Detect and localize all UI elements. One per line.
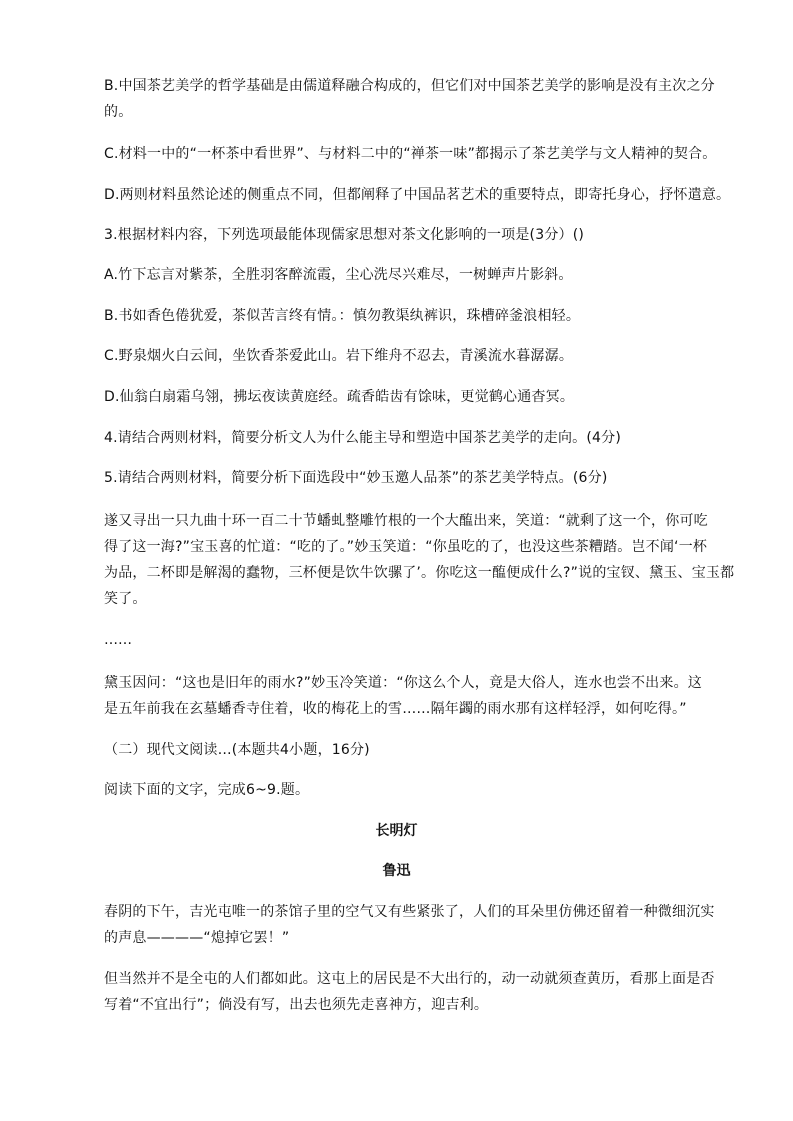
article-para2-line1: 但当然并不是全屯的人们都如此。这屯上的居民是不大出行的，动一动就须查黄历，看那上面是否 — [104, 971, 715, 987]
question-5: 5.请结合两则材料，简要分析下面选段中“妙玉邀人品茶”的茶艺美学特点。(6分) — [104, 470, 608, 486]
option-b-line2: 的。 — [104, 104, 133, 120]
excerpt-para2-line1: 黛玉因问：“这也是旧年的雨水?”妙玉冷笑道：“你这么个人，竟是大俗人，连水也尝不出来。这 — [104, 675, 702, 691]
excerpt-para1-line1: 遂又寻出一只九曲十环一百二十节蟠虬整雕竹根的一个大醢出来，笑道：“就剩了这一个，你可吃 — [104, 513, 708, 529]
question-3: 3.根据材料内容，下列选项最能体现儒家思想对茶文化影响的一项是(3分）() — [104, 227, 585, 243]
q3-option-d: D.仙翁白扇霜乌翎，拂坛夜读黄庭经。疏香皓齿有馀味，更觉鹤心通杳冥。 — [104, 389, 575, 405]
article-author: 鲁迅 — [382, 863, 411, 879]
question-4: 4.请结合两则材料，简要分析文人为什么能主导和塑造中国茶艺美学的走向。(4分) — [104, 430, 621, 446]
article-title: 长明灯 — [375, 823, 418, 839]
q3-option-c: C.野泉烟火白云间，坐饮香茶爱此山。岩下维舟不忍去，青溪流水暮潺潺。 — [104, 348, 574, 364]
excerpt-para1-line4: 笑了。 — [104, 591, 147, 607]
instruction: 阅读下面的文字，完成6~9.题。 — [104, 782, 310, 798]
article-para2-line2: 写着“不宜出行”；倘没有写，出去也须先走喜神方，迎吉利。 — [104, 997, 489, 1013]
section-heading: （二）现代文阅读…(本题共4小题，16分) — [104, 742, 370, 758]
option-c: C.材料一中的“一杯茶中看世界”、与材料二中的“禅茶一味”都揭示了茶艺美学与文人精神的契合。 — [104, 146, 717, 162]
excerpt-para1-line2: 得了这一海?”宝玉喜的忙道：“吃的了。”妙玉笑道：“你虽吃的了，也没这些茶糟踏。岂不闻‘一杯 — [104, 539, 708, 555]
q3-option-b: B.书如香色倦犹爱，茶似苦言终有情。：慎勿教渠纨裤识，珠槽碎釜浪相轻。 — [104, 308, 581, 324]
excerpt-para2-line2: 是五年前我在玄墓蟠香寺住着，收的梅花上的雪……隔年蠲的雨水那有这样轻浮，如何吃得。” — [104, 701, 687, 717]
ellipsis: …… — [104, 632, 132, 648]
article-para1-line2: 的声息————“熄掉它罢！” — [104, 930, 290, 946]
article-para1-line1: 春阴的下午，吉光屯唯一的茶馆子里的空气又有些紧张了，人们的耳朵里仿佛还留着一种微细沉实 — [104, 904, 715, 920]
excerpt-para1-line3: 为品，二杯即是解渴的蠢物，三杯便是饮牛饮骡了’。你吃这一醢便成什么?”说的宝钗、黛玉、宝玉都 — [104, 565, 735, 581]
option-b-line1: B.中国茶艺美学的哲学基础是由儒道释融合构成的，但它们对中国茶艺美学的影响是没有主次之分 — [104, 78, 715, 94]
q3-option-a: A.竹下忘言对紫茶，全胜羽客醉流霞，尘心洗尽兴难尽，一树蝉声片影斜。 — [104, 267, 573, 283]
option-d: D.两则材料虽然论述的侧重点不同，但都阐释了中国品茗艺术的重要特点，即寄托身心，抒怀遣意。 — [104, 187, 731, 203]
